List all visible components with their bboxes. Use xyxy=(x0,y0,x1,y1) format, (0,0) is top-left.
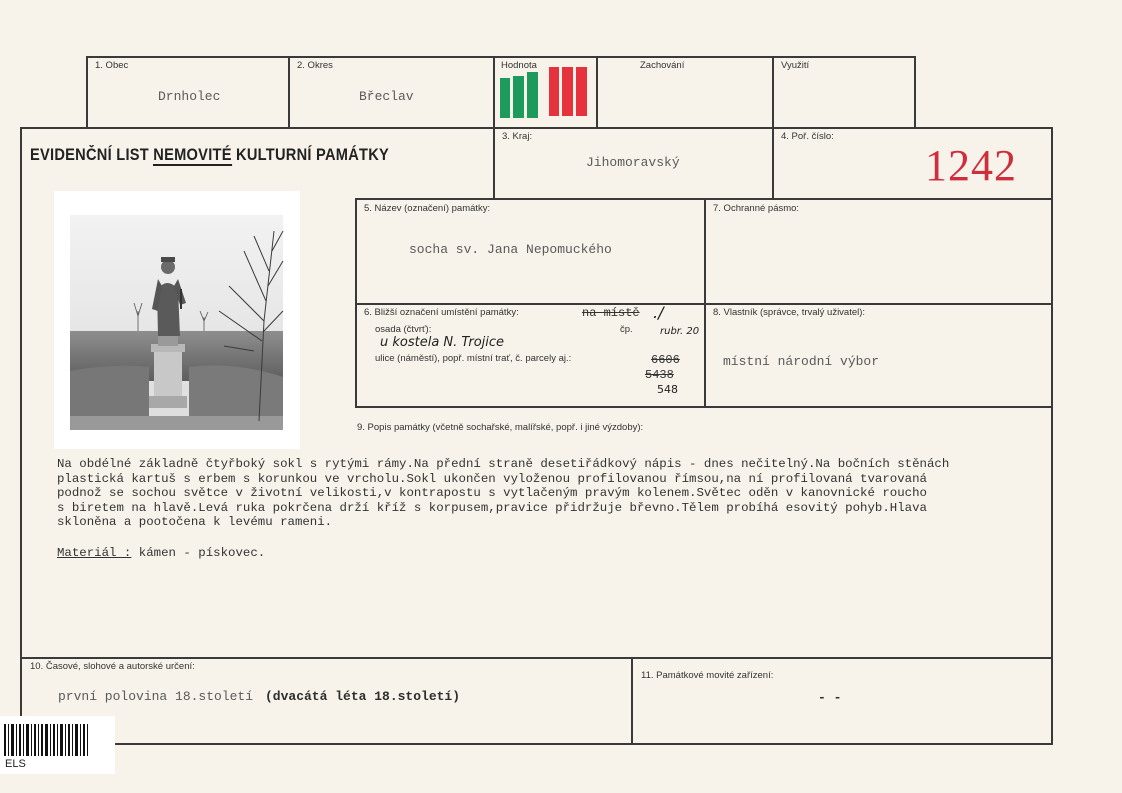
hodnota-label: Hodnota xyxy=(501,60,537,71)
osada-label: osada (čtvrť): xyxy=(375,324,432,335)
parcel-value: 548 xyxy=(657,383,678,396)
movite-value: - - xyxy=(818,690,842,705)
popis-line-5: skloněna a pootočena k levému rameni. xyxy=(57,515,333,529)
ulice-label: ulice (náměstí), popř. místní trať, č. parcely aj.: xyxy=(375,353,572,364)
urceni-label: 10. Časové, slohové a autorské určení: xyxy=(30,661,195,672)
parcel-struck-1: 6606 xyxy=(651,353,680,367)
urceni-value-2: (dvacátá léta 18.století) xyxy=(265,689,461,704)
popis-label: 9. Popis památky (včetně sochařské, malířské, popř. i jiné výzdoby): xyxy=(357,422,644,433)
ochranne-pasmo-label: 7. Ochranné pásmo: xyxy=(713,203,800,214)
red-stripe-2 xyxy=(562,67,573,116)
okres-value: Břeclav xyxy=(359,89,414,104)
material-value: kámen - pískovec. xyxy=(138,545,266,560)
nazev-label: 5. Název (označení) památky: xyxy=(364,203,491,214)
monument-photo xyxy=(54,191,300,449)
umisteni-label: 6. Bližší označení umístění památky: xyxy=(364,307,519,318)
popis-text xyxy=(57,457,1047,560)
record-number: 1242 xyxy=(925,141,1017,190)
red-stripe-1 xyxy=(549,67,559,116)
green-stripe-1 xyxy=(500,78,510,118)
popis-line-2: plastická kartuš s erbem s korunkou ve vrcholu.Sokl ukončen vyloženou profilovanou římsou,na ní profilovaná tvarovaná xyxy=(57,471,927,486)
vlastnik-value: místní národní výbor xyxy=(723,354,880,369)
title-part1: EVIDENČNÍ LIST xyxy=(30,145,149,164)
material-line xyxy=(57,546,1047,561)
obec-value: Drnholec xyxy=(158,89,221,104)
cp-label: čp. xyxy=(620,324,633,335)
title-part3: KULTURNÍ PAMÁTKY xyxy=(236,145,390,164)
urceni-value-1: první polovina 18.století xyxy=(58,689,254,704)
cp-value: rubr. 20 xyxy=(660,326,700,337)
por-cislo-label: 4. Poř. číslo: xyxy=(781,131,834,142)
main-title xyxy=(30,145,389,165)
obec-label: 1. Obec xyxy=(95,60,129,71)
umisteni-struck: na místě xyxy=(582,306,640,320)
title-part2: NEMOVITÉ xyxy=(153,145,232,164)
barcode-label xyxy=(0,716,115,774)
parcel-struck-2: 5438 xyxy=(645,368,674,382)
green-stripe-2 xyxy=(513,76,524,118)
green-stripe-3 xyxy=(527,72,538,118)
popis-line-1: Na obdélné základně čtyřboký sokl s rytými rámy.Na přední straně desetiřádkový nápis - dnes nečitelný.Na bočních stěnách xyxy=(57,457,950,471)
nazev-value: socha sv. Jana Nepomuckého xyxy=(409,242,612,257)
vlastnik-label: 8. Vlastník (správce, trvalý uživatel): xyxy=(713,307,866,318)
kraj-label: 3. Kraj: xyxy=(502,131,533,142)
movite-label: 11. Památkové movité zařízení: xyxy=(641,670,774,681)
barcode-text: ELS xyxy=(5,758,26,770)
red-stripe-3 xyxy=(576,67,587,116)
barcode-bars xyxy=(0,720,115,760)
popis-line-4: s biretem na hlavě.Levá ruka pokrčena drží kříž s korpusem,pravice přidržuje břevno.Tělem probíhá esovitý pohyb.Hlava xyxy=(57,500,927,515)
zachovani-label: Zachování xyxy=(640,60,685,71)
okres-label: 2. Okres xyxy=(297,60,333,71)
popis-line-3: podnož se sochou světce v životní velikosti,v kontrapostu s vytlačeným pravým kolenem.Světec oděn v kanovnické roucho xyxy=(57,486,927,500)
umisteni-slash: ./ xyxy=(653,303,664,322)
kraj-value: Jihomoravský xyxy=(586,155,680,170)
osada-value: u kostela N. Trojice xyxy=(380,335,505,350)
vyuziti-label: Využití xyxy=(781,60,810,71)
hodnota-marks xyxy=(498,66,593,120)
material-label: Materiál : xyxy=(57,545,132,560)
